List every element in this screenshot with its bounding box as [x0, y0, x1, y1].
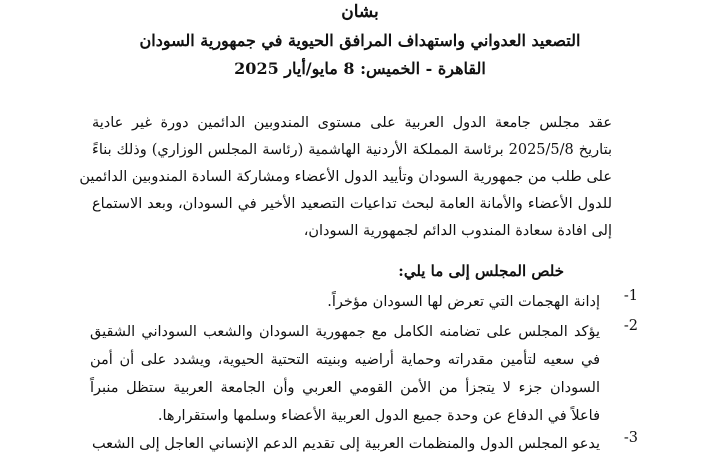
statement-date-location: القاهرة - الخميس: 8 مايو/أيار 2025	[234, 59, 486, 78]
item-line: في سعيه لتأمين مقدراته وحماية أراضيه وبنيته التحتية الحيوية، ويشدد على أن أمن	[90, 352, 600, 368]
page-cutoff-fade	[0, 455, 720, 470]
intro-paragraph	[79, 110, 612, 245]
conclusion-heading: خلص المجلس إلى ما يلي:	[398, 262, 564, 280]
resolution-item-2	[90, 318, 638, 430]
intro-line: بتاريخ 2025/5/8 برئاسة المملكة الأردنية الهاشمية (رئاسة المجلس الوزاري) وذلك بناءً	[92, 142, 612, 158]
intro-line: للدول الأعضاء والأمانة العامة لبحث تداعيات التصعيد الأخير في السودان، وبعد الاستماع	[92, 196, 612, 212]
intro-line: على طلب من جمهورية السودان وتأييد الدول الأعضاء ومشاركة السادة المندوبين الدائمين	[79, 169, 612, 185]
item-number: -2	[623, 318, 638, 334]
intro-line: عقد مجلس جامعة الدول العربية على مستوى المندوبين الدائمين دورة غير عادية	[92, 115, 612, 131]
item-number: -3	[623, 430, 638, 446]
item-line: فاعلاً في الدفاع عن وحدة جميع الدول العربية الأعضاء وسلمها واستقرارها.	[157, 408, 600, 424]
resolution-item-3	[90, 430, 638, 458]
resolution-item-1	[90, 288, 638, 316]
statement-title: التصعيد العدواني واستهداف المرافق الحيوية في جمهورية السودان	[139, 31, 581, 50]
item-line: السودان جزء لا يتجزأ من الأمن القومي العربي وأن الجامعة العربية ستظل منبراً	[90, 380, 600, 396]
intro-line: إلى افادة سعادة المندوب الدائم لجمهورية السودان،	[303, 223, 612, 239]
item-line: يؤكد المجلس على تضامنه الكامل مع جمهورية السودان والشعب السوداني الشقيق	[90, 324, 600, 340]
item-number: -1	[623, 288, 638, 304]
item-line: يدعو المجلس الدول والمنظمات العربية إلى تقديم الدعم الإنساني العاجل إلى الشعب	[91, 436, 600, 452]
header-subject-label: بشان	[341, 2, 379, 22]
item-line: إدانة الهجمات التي تعرض لها السودان مؤخراً.	[327, 294, 600, 310]
